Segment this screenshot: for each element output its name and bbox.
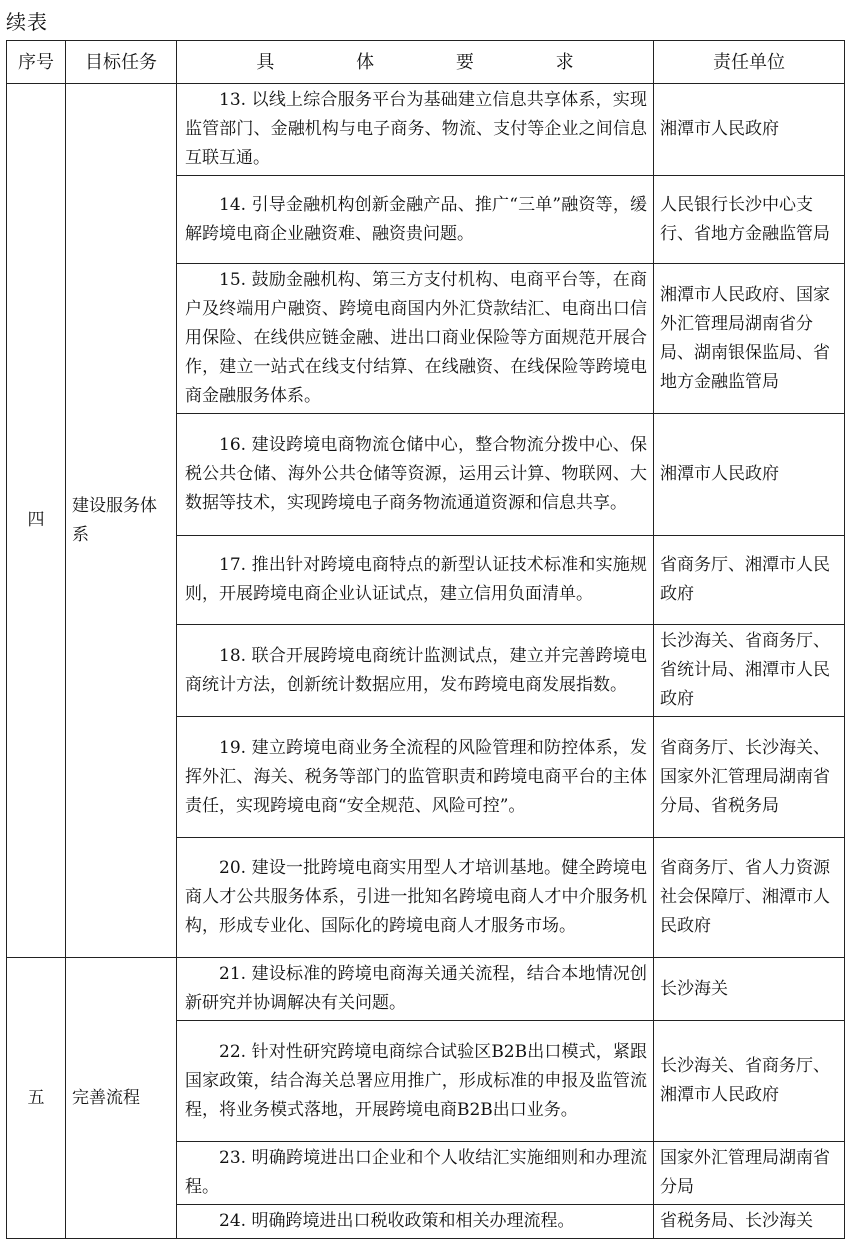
header-row bbox=[7, 41, 845, 84]
group-number: 四 bbox=[7, 84, 66, 958]
requirement-cell: 17. 推出针对跨境电商特点的新型认证技术标准和实施规则，开展跨境电商企业认证试点，建立信用负面清单。 bbox=[177, 536, 654, 625]
header-task: 目标任务 bbox=[66, 41, 177, 84]
table-row bbox=[7, 84, 845, 176]
responsible-unit-cell: 长沙海关、省商务厅、省统计局、湘潭市人民政府 bbox=[654, 625, 845, 717]
responsible-unit-cell: 长沙海关、省商务厅、湘潭市人民政府 bbox=[654, 1021, 845, 1142]
table-caption: 续表 bbox=[6, 10, 48, 34]
task-table bbox=[6, 40, 845, 1239]
requirement-cell: 19. 建立跨境电商业务全流程的风险管理和防控体系，发挥外汇、海关、税务等部门的监管职责和跨境电商平台的主体责任，实现跨境电商“安全规范、风险可控”。 bbox=[177, 717, 654, 838]
table-row bbox=[7, 958, 845, 1021]
responsible-unit-cell: 湘潭市人民政府、国家外汇管理局湖南省分局、湖南银保监局、省地方金融监管局 bbox=[654, 264, 845, 414]
header-requirements-label: 具 体 要 求 bbox=[256, 51, 612, 73]
requirement-cell: 16. 建设跨境电商物流仓储中心，整合物流分拨中心、保税公共仓储、海外公共仓储等资源，运用云计算、物联网、大数据等技术，实现跨境电子商务物流通道资源和信息共享。 bbox=[177, 414, 654, 536]
responsible-unit-cell: 国家外汇管理局湖南省分局 bbox=[654, 1142, 845, 1205]
responsible-unit-cell: 省税务局、长沙海关 bbox=[654, 1205, 845, 1239]
header-responsible-unit: 责任单位 bbox=[654, 41, 845, 84]
requirement-cell: 22. 针对性研究跨境电商综合试验区B2B出口模式，紧跟国家政策，结合海关总署应用推广，形成标准的申报及监管流程，将业务模式落地，开展跨境电商B2B出口业务。 bbox=[177, 1021, 654, 1142]
header-requirements bbox=[177, 41, 654, 84]
responsible-unit-cell: 湘潭市人民政府 bbox=[654, 84, 845, 176]
group-number: 五 bbox=[7, 958, 66, 1239]
requirement-cell: 14. 引导金融机构创新金融产品、推广“三单”融资等，缓解跨境电商企业融资难、融资贵问题。 bbox=[177, 176, 654, 264]
responsible-unit-cell: 省商务厅、长沙海关、国家外汇管理局湖南省分局、省税务局 bbox=[654, 717, 845, 838]
group-task: 完善流程 bbox=[66, 958, 177, 1239]
requirement-cell: 13. 以线上综合服务平台为基础建立信息共享体系，实现监管部门、金融机构与电子商务、物流、支付等企业之间信息互联互通。 bbox=[177, 84, 654, 176]
requirement-cell: 21. 建设标准的跨境电商海关通关流程，结合本地情况创新研究并协调解决有关问题。 bbox=[177, 958, 654, 1021]
responsible-unit-cell: 人民银行长沙中心支行、省地方金融监管局 bbox=[654, 176, 845, 264]
requirement-cell: 15. 鼓励金融机构、第三方支付机构、电商平台等，在商户及终端用户融资、跨境电商国内外汇贷款结汇、电商出口信用保险、在线供应链金融、进出口商业保险等方面规范开展合作，建立一站式在线支付结算、在线融资、在线保险等跨境电商金融服务体系。 bbox=[177, 264, 654, 414]
responsible-unit-cell: 湘潭市人民政府 bbox=[654, 414, 845, 536]
responsible-unit-cell: 省商务厅、省人力资源社会保障厅、湘潭市人民政府 bbox=[654, 838, 845, 958]
requirement-cell: 24. 明确跨境进出口税收政策和相关办理流程。 bbox=[177, 1205, 654, 1239]
requirement-cell: 23. 明确跨境进出口企业和个人收结汇实施细则和办理流程。 bbox=[177, 1142, 654, 1205]
requirement-cell: 18. 联合开展跨境电商统计监测试点，建立并完善跨境电商统计方法，创新统计数据应用，发布跨境电商发展指数。 bbox=[177, 625, 654, 717]
group-task: 建设服务体系 bbox=[66, 84, 177, 958]
responsible-unit-cell: 长沙海关 bbox=[654, 958, 845, 1021]
requirement-cell: 20. 建设一批跨境电商实用型人才培训基地。健全跨境电商人才公共服务体系，引进一批知名跨境电商人才中介服务机构，形成专业化、国际化的跨境电商人才服务市场。 bbox=[177, 838, 654, 958]
header-no: 序号 bbox=[7, 41, 66, 84]
responsible-unit-cell: 省商务厅、湘潭市人民政府 bbox=[654, 536, 845, 625]
